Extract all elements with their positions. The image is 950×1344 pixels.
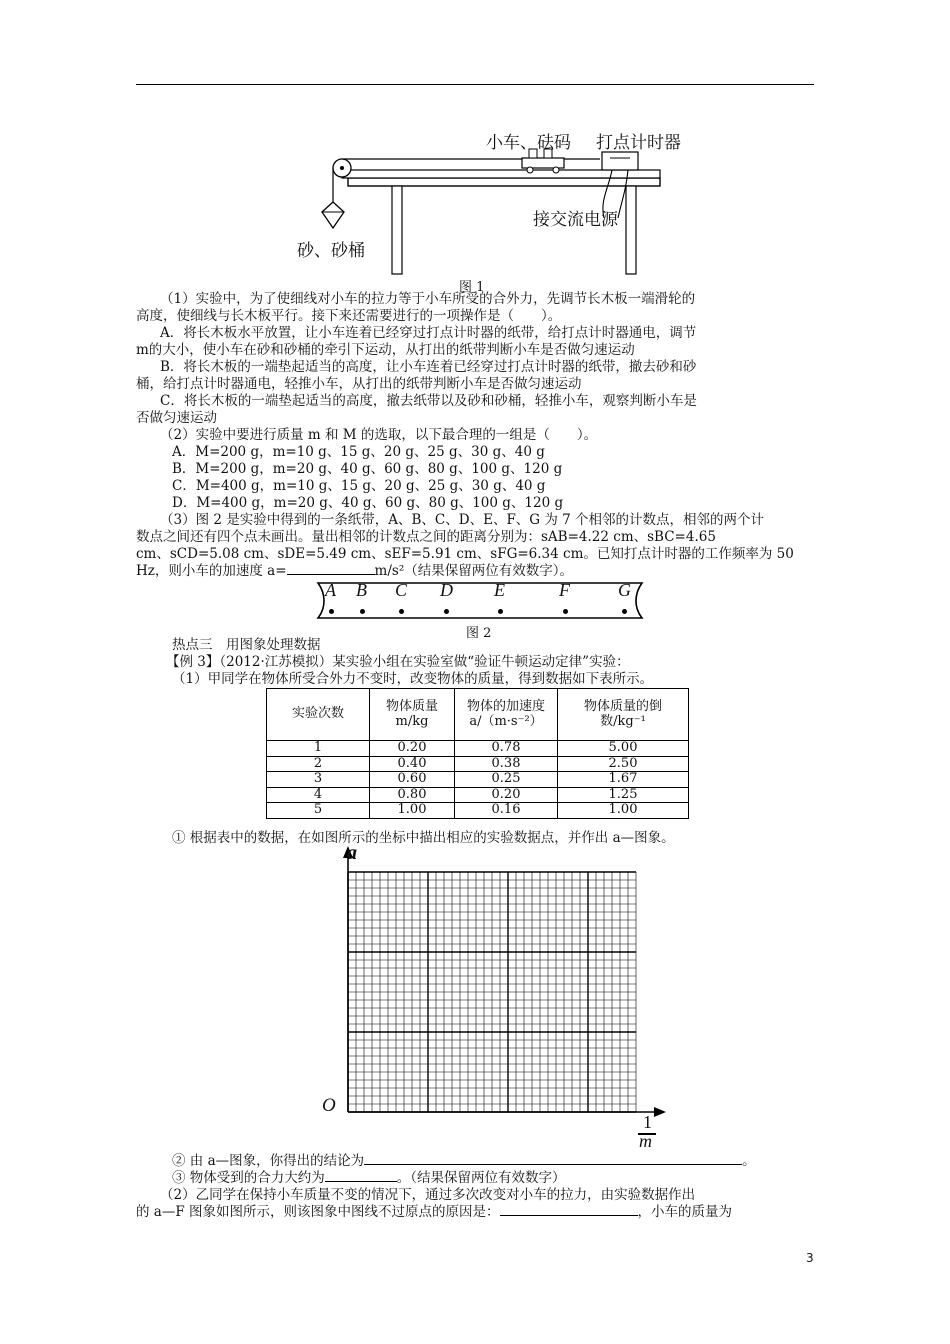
tape-dot xyxy=(498,609,503,614)
tape-point-label: F xyxy=(559,580,570,600)
data-table xyxy=(266,688,689,819)
header-mass: 物体质量 m/kg xyxy=(370,689,455,741)
force-answer-blank[interactable] xyxy=(325,1181,397,1182)
header-inverse-mass: 物体质量的倒数/kg⁻¹ xyxy=(558,689,689,741)
x-axis-arrow xyxy=(654,1107,666,1117)
table-cell: 1.67 xyxy=(558,772,689,788)
q1-stem-line2: 高度，使细线与长木板平行。接下来还需要进行的一项操作是（ ）。 xyxy=(136,308,562,324)
conclusion-period: 。 xyxy=(742,1153,756,1169)
label-sand-bucket: 砂、砂桶 xyxy=(297,241,365,261)
part-2-line1: （2）乙同学在保持小车质量不变的情况下，通过多次改变对小车的拉力，由实验数据作出 xyxy=(160,1187,696,1203)
label-cart: 小车、砝码 xyxy=(486,133,571,153)
conclusion-question xyxy=(172,1153,756,1170)
tape-dot xyxy=(399,609,404,614)
graph-paper-grid[interactable] xyxy=(316,842,676,1142)
y-axis-label: a xyxy=(347,842,357,864)
header-trial: 实验次数 xyxy=(267,689,370,741)
x-axis-label-numerator: 1 xyxy=(643,1112,652,1132)
q3-line4-prefix: Hz，则小车的加速度 a= xyxy=(136,563,287,579)
page-number: 3 xyxy=(806,1251,814,1265)
table-cell: 1.25 xyxy=(558,787,689,803)
q2-option-b: B．M=200 g，m=20 g、40 g、60 g、80 g、100 g、120 g xyxy=(172,461,563,477)
tape-dot xyxy=(563,609,568,614)
section-heading: 热点三 用图象处理数据 xyxy=(172,637,321,653)
figure-1-caption: 图 1 xyxy=(459,280,485,295)
force-question xyxy=(172,1170,566,1187)
table-cell: 0.25 xyxy=(455,772,558,788)
reason-answer-blank[interactable] xyxy=(500,1215,638,1216)
table-cell: 0.20 xyxy=(370,741,455,757)
table-row xyxy=(267,772,689,788)
tape-dot xyxy=(622,609,627,614)
header-rule xyxy=(136,84,814,85)
example-3-intro: 【例 3】（2012·江苏模拟）某实验小组在实验室做“验证牛顿运动定律”实验： xyxy=(166,654,630,670)
q1-option-c-line2: 否做匀速运动 xyxy=(136,410,217,426)
table-cell: 0.38 xyxy=(455,756,558,772)
tape-point-label: A xyxy=(325,580,336,600)
table-cell: 2 xyxy=(267,756,370,772)
q1-option-c-line1: C．将长木板的一端垫起适当的高度，撤去纸带以及砂和砂桶，轻推小车，观察判断小车是 xyxy=(160,393,697,409)
tape-dot xyxy=(329,609,334,614)
q2-option-d: D．M=400 g，m=20 g、40 g、60 g、80 g、100 g、120 g xyxy=(172,495,564,511)
tape-dot xyxy=(444,609,449,614)
q2-option-c: C．M=400 g，m=10 g、15 g、20 g、25 g、30 g、40 g xyxy=(172,478,546,494)
graph-instruction: ① 根据表中的数据，在如图所示的坐标中描出相应的实验数据点，并作出 a—图象。 xyxy=(172,830,675,846)
tape-point-label: D xyxy=(440,580,453,600)
label-power: 接交流电源 xyxy=(533,210,618,230)
table-cell: 3 xyxy=(267,772,370,788)
part-2-line2 xyxy=(136,1204,732,1221)
part-2-line2-suffix: ，小车的质量为 xyxy=(637,1204,732,1220)
q2-option-a: A．M=200 g，m=10 g、15 g、20 g、25 g、30 g、40 g xyxy=(172,444,545,460)
table-cell: 0.60 xyxy=(370,772,455,788)
acceleration-answer-blank[interactable] xyxy=(287,574,375,575)
table-row xyxy=(267,741,689,757)
table-cell: 4 xyxy=(267,787,370,803)
table-cell: 1 xyxy=(267,741,370,757)
force-question-text: ③ 物体受到的合力大约为 xyxy=(172,1170,325,1186)
tape-point-label: E xyxy=(494,580,505,600)
q2-stem: （2）实验中要进行质量 m 和 M 的选取，以下最合理的一组是（ ）。 xyxy=(160,427,598,443)
conclusion-question-text: ② 由 a—图象，你得出的结论为 xyxy=(172,1153,365,1169)
x-axis-label-denominator: m xyxy=(639,1131,652,1151)
part-1-intro: （1）甲同学在物体所受合外力不变时，改变物体的质量，得到数据如下表所示。 xyxy=(172,671,654,687)
table-cell: 5.00 xyxy=(558,741,689,757)
force-question-suffix: 。（结果保留两位有效数字） xyxy=(396,1170,566,1186)
q3-line2: 数点之间还有四个点未画出。量出相邻的计数点之间的距离分别为：sAB=4.22 cm、sBC=4.65 xyxy=(136,529,716,545)
table-cell: 0.40 xyxy=(370,756,455,772)
origin-label: O xyxy=(322,1095,336,1116)
tape-dot xyxy=(360,609,365,614)
table-row xyxy=(267,803,689,819)
table-cell: 1.00 xyxy=(370,803,455,819)
header-acceleration: 物体的加速度 a/（m·s⁻²） xyxy=(455,689,558,741)
tape-point-label: G xyxy=(618,580,631,600)
part-2-line2-text: 的 a—F 图象如图所示，则该图象中图线不过原点的原因是： xyxy=(136,1204,500,1220)
q1-stem-line1: （1）实验中，为了使细线对小车的拉力等于小车所受的合外力，先调节长木板一端滑轮的 xyxy=(160,291,696,307)
q1-option-b-line1: B．将长木板的一端垫起适当的高度，让小车连着已经穿过打点计时器的纸带，撤去砂和砂 xyxy=(160,359,697,375)
table-cell: 0.78 xyxy=(455,741,558,757)
q1-option-a-line2: m的大小，使小车在砂和砂桶的牵引下运动，从打出的纸带判断小车是否做匀速运动 xyxy=(136,342,635,358)
table-row xyxy=(267,787,689,803)
table-row xyxy=(267,756,689,772)
tape-point-label: B xyxy=(356,580,367,600)
figure-2-caption: 图 2 xyxy=(466,626,492,641)
q1-option-a-line1: A．将长木板水平放置，让小车连着已经穿过打点计时器的纸带，给打点计时器通电，调节 xyxy=(160,325,697,341)
tape-point-label: C xyxy=(395,580,408,600)
q3-line4 xyxy=(136,563,573,580)
label-timer: 打点计时器 xyxy=(596,133,681,153)
q1-option-b-line2: 桶，给打点计时器通电，轻推小车，从打出的纸带判断小车是否做匀速运动 xyxy=(136,376,582,392)
q3-line4-suffix: m/s²（结果保留两位有效数字）。 xyxy=(374,563,573,579)
table-header-row xyxy=(267,689,689,741)
q3-line3: cm、sCD=5.08 cm、sDE=5.49 cm、sEF=5.91 cm、sFG=6.34 cm。已知打点计时器的工作频率为 50 xyxy=(136,546,794,562)
q3-line1: （3）图 2 是实验中得到的一条纸带，A、B、C、D、E、F、G 为 7 个相邻的计数点，相邻的两个计 xyxy=(160,512,765,528)
table-cell: 0.20 xyxy=(455,787,558,803)
table-cell: 2.50 xyxy=(558,756,689,772)
table-cell: 0.16 xyxy=(455,803,558,819)
conclusion-answer-blank[interactable] xyxy=(364,1164,742,1165)
table-cell: 5 xyxy=(267,803,370,819)
table-cell: 1.00 xyxy=(558,803,689,819)
table-cell: 0.80 xyxy=(370,787,455,803)
